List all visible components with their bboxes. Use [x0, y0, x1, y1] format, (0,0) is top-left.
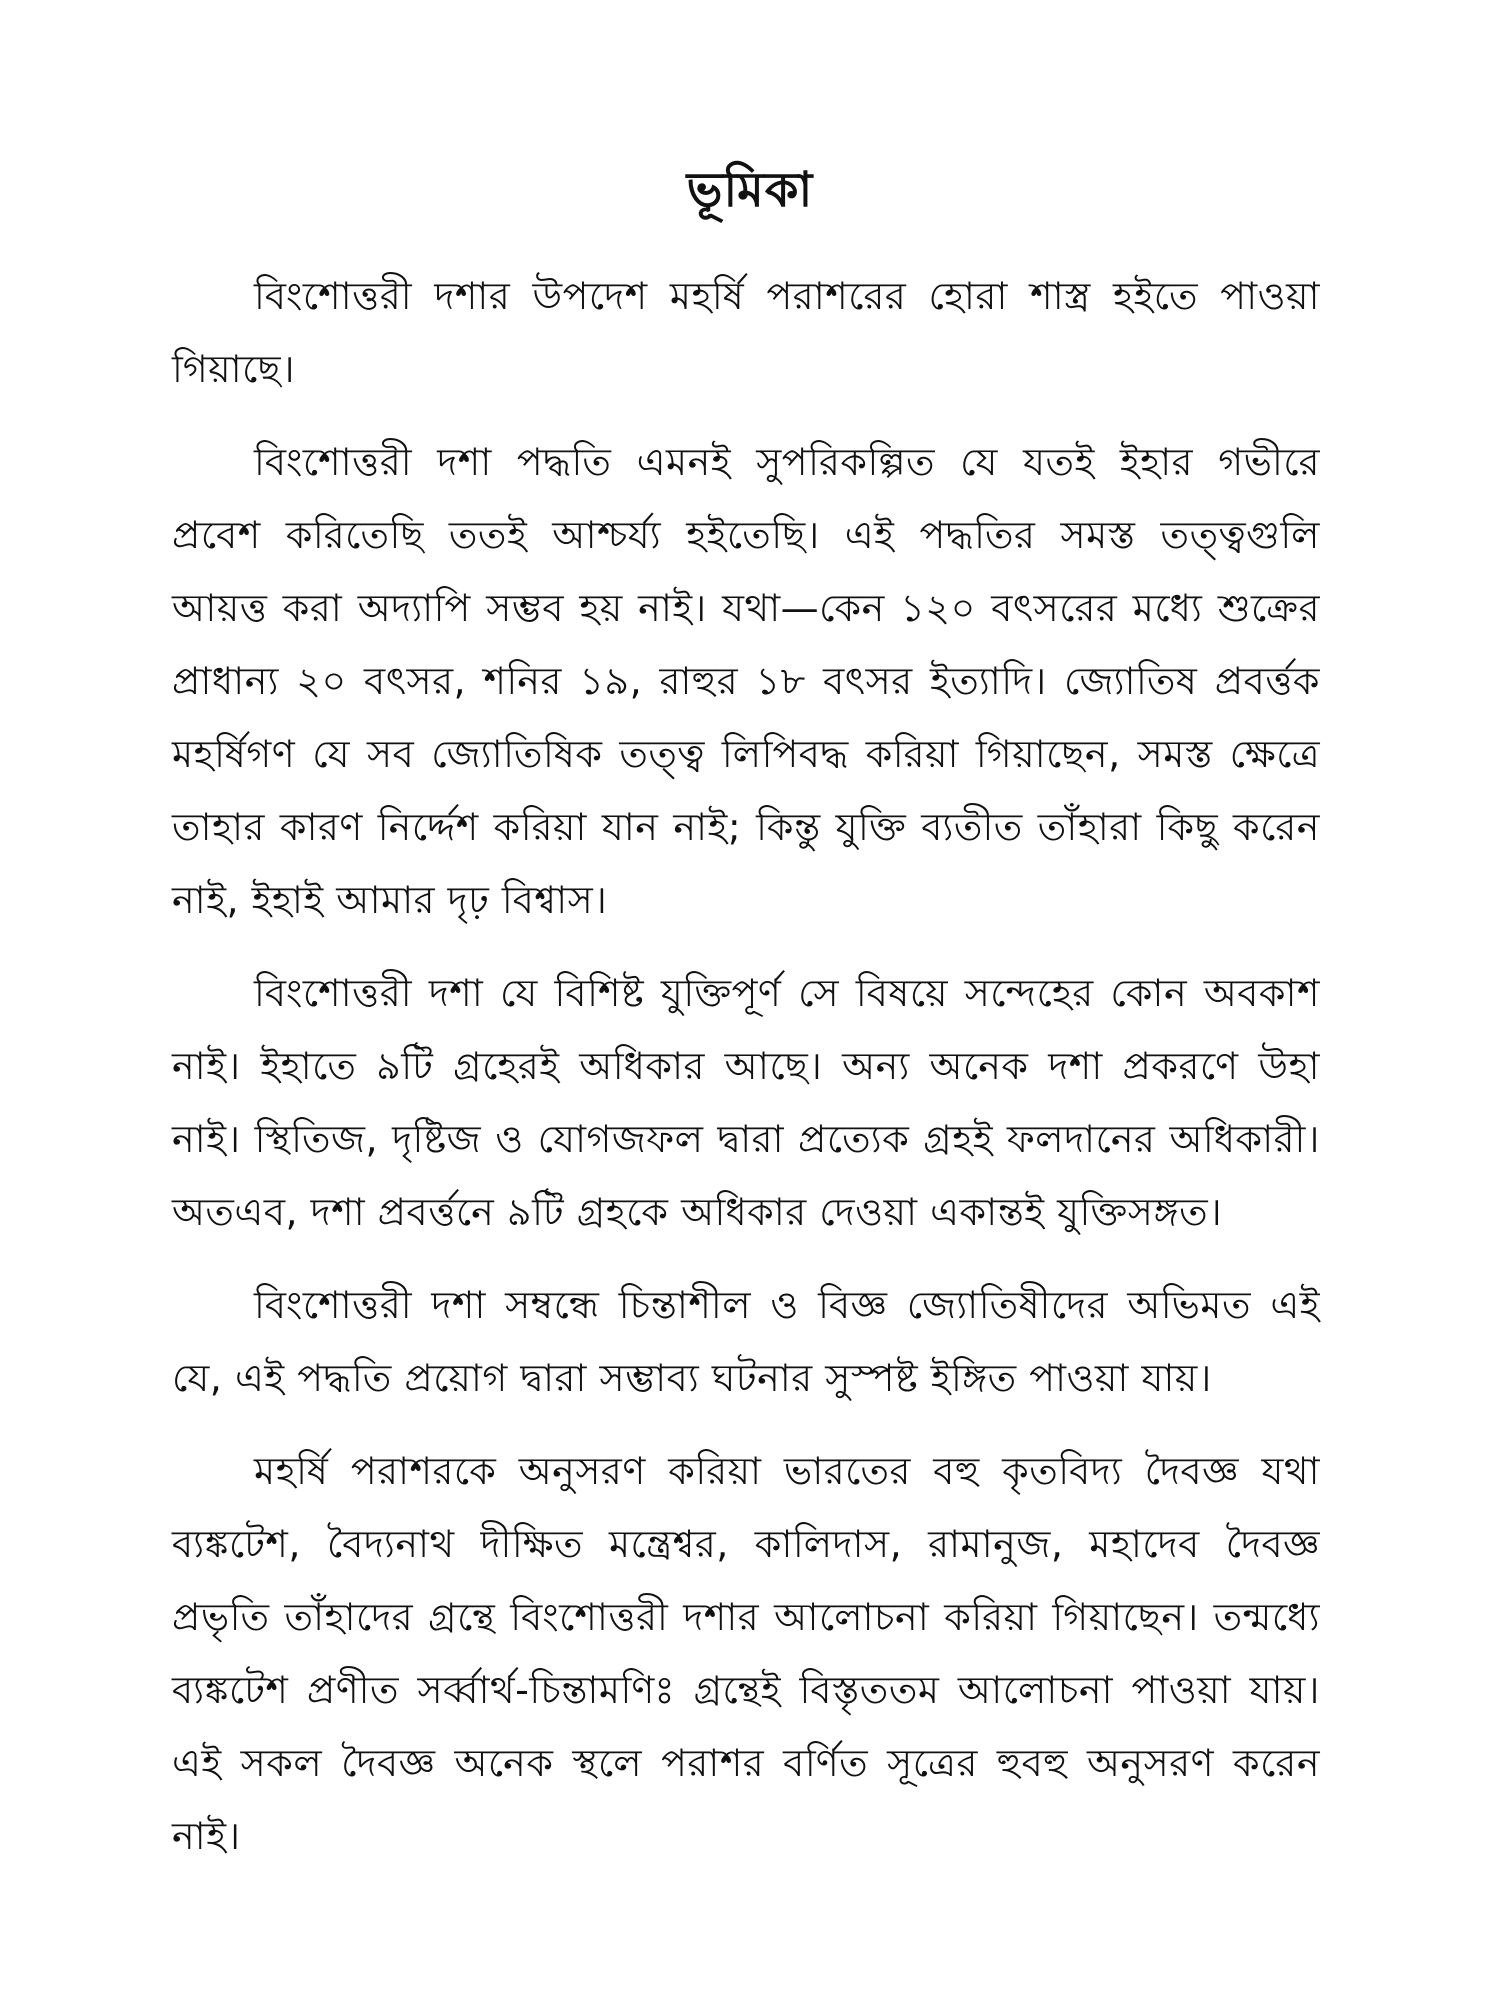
paragraph: বিংশোত্তরী দশা পদ্ধতি এমনই সুপরিকল্পিত যে যতই ইহার গভীরে প্রবেশ করিতেছি ততই আশ্চর্য্য হইতেছি। এই পদ্ধতির সমস্ত তত্ত্বগুলি আয়ত্ত করা অদ্যাপি সম্ভব হয় নাই। যথা—কেন ১২০ বৎসরের মধ্যে শুক্রের প্রাধান্য ২০ বৎসর, শনির ১৯, রাহুর ১৮ বৎসর ইত্যাদি। জ্যোতিষ প্রবর্ত্তক মহর্ষিগণ যে সব জ্যোতিষিক তত্ত্ব লিপিবদ্ধ করিয়া গিয়াছেন, সমস্ত ক্ষেত্রে তাহার কারণ নির্দ্দেশ করিয়া যান নাই; কিন্তু যুক্তি ব্যতীত তাঁহারা কিছু করেন নাই, ইহাই আমার দৃঢ় বিশ্বাস।: [172, 440, 1320, 922]
page-title: ভূমিকা: [686, 162, 814, 218]
paragraph: বিংশোত্তরী দশা সম্বন্ধে চিন্তাশীল ও বিজ্ঞ জ্যোতিষীদের অভিমত এই যে, এই পদ্ধতি প্রয়োগ দ্বারা সম্ভাব্য ঘটনার সুস্পষ্ট ইঙ্গিত পাওয়া যায়।: [172, 1283, 1320, 1400]
paragraph: বিংশোত্তরী দশার উপদেশ মহর্ষি পরাশরের হোরা শাস্ত্র হইতে পাওয়া গিয়াছে।: [172, 274, 1320, 391]
paragraph: বিংশোত্তরী দশা যে বিশিষ্ট যুক্তিপূর্ণ সে বিষয়ে সন্দেহের কোন অবকাশ নাই। ইহাতে ৯টি গ্রহেরই অধিকার আছে। অন্য অনেক দশা প্রকরণে উহা নাই। স্থিতিজ, দৃষ্টিজ ও যোগজফল দ্বারা প্রত্যেক গ্রহই ফলদানের অধিকারী। অতএব, দশা প্রবর্ত্তনে ৯টি গ্রহকে অধিকার দেওয়া একান্তই যুক্তিসঙ্গত।: [172, 971, 1320, 1234]
body-text: [172, 260, 1320, 1893]
paragraph: মহর্ষি পরাশরকে অনুসরণ করিয়া ভারতের বহু কৃতবিদ্য দৈবজ্ঞ যথা ব্যঙ্কটেশ, বৈদ্যনাথ দীক্ষিত মন্ত্রেশ্বর, কালিদাস, রামানুজ, মহাদেব দৈবজ্ঞ প্রভৃতি তাঁহাদের গ্রন্থে বিংশোত্তরী দশার আলোচনা করিয়া গিয়াছেন। তন্মধ্যে ব্যঙ্কটেশ প্রণীত সর্ব্বার্থ-চিন্তামণিঃ গ্রন্থেই বিস্তৃততম আলোচনা পাওয়া যায়। এই সকল দৈবজ্ঞ অনেক স্থলে পরাশর বর্ণিত সূত্রের হুবহু অনুসরণ করেন নাই।: [172, 1449, 1320, 1858]
